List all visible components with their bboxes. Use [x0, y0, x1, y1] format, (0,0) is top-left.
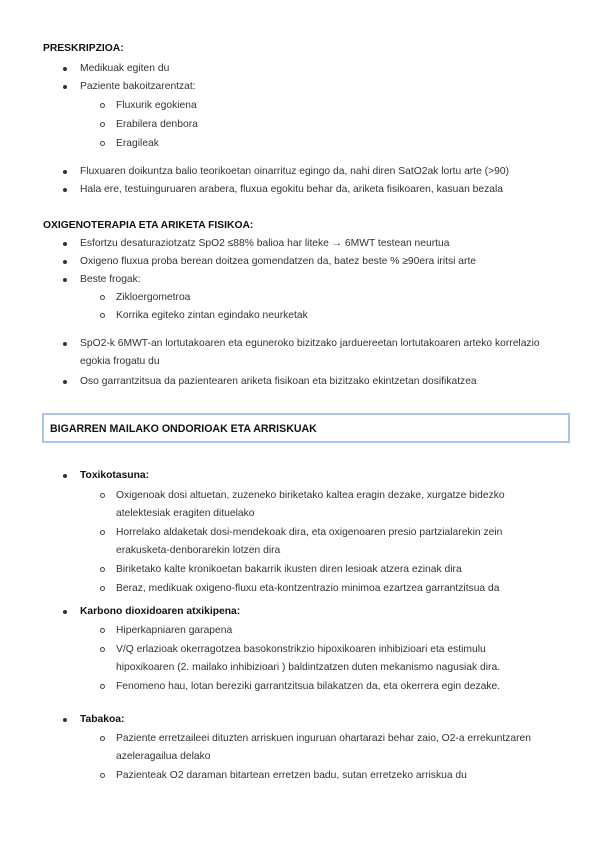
sub-list-item: Fenomeno hau, lotan bereziki garrantzitsua bilakatzen da, eta okerrera egin dezake.	[0, 678, 600, 696]
list-item: Paziente bakoitzarentzat:	[0, 78, 600, 96]
list-item-heading: Tabakoa:	[0, 711, 600, 729]
sub-list-item: V/Q erlazioak okerragotzea basokonstrikzio hipoxikoaren inhibizioari eta estimulu hipoxikoaren (2. mailako inhibizioari ) baldintzatzen duten mekanismo nagusiak dira.	[0, 641, 600, 677]
section-heading: BIGARREN MAILAKO ONDORIOAK ETA ARRISKUAK	[50, 423, 317, 435]
sub-list-item: Hiperkapniaren garapena	[0, 622, 600, 640]
list-item: Hala ere, testuinguruaren arabera, fluxua egokitu behar da, ariketa fisikoaren, kasuan bezala	[0, 181, 600, 199]
list-item-heading: Toxikotasuna:	[0, 467, 600, 485]
sub-list-item: Biriketako kalte kronikoetan bakarrik ikusten diren lesioak atzera ezinak dira	[0, 561, 600, 579]
list-item: Esfortzu desaturaziotzatz SpO2 ≤88% balioa har liteke → 6MWT testean neurtua	[0, 235, 600, 253]
oxigenoterapia-list	[0, 235, 600, 391]
sub-list-item: Pazienteak O2 daraman bitartean erretzen badu, sutan erretzeko arriskua du	[0, 767, 600, 785]
list-item: Medikuak egiten du	[0, 60, 600, 78]
sub-list-item: Korrika egiteko zintan egindako neurketak	[0, 307, 600, 325]
sub-list-item: Fluxurik egokiena	[0, 97, 600, 115]
toxikotasuna-list	[0, 467, 600, 598]
sub-list-item: Erabilera denbora	[0, 116, 600, 134]
tabakoa-list	[0, 711, 600, 785]
preskripzioa-heading: PRESKRIPZIOA:	[43, 43, 124, 54]
list-item: Beste frogak:	[0, 271, 600, 289]
sub-list-item: Paziente erretzaileei dituzten arriskuen inguruan ohartarazi behar zaio, O2-a errekuntzaren azeleragailua delako	[0, 730, 600, 766]
list-item: Fluxuaren doikuntza balio teorikoetan oinarrituz egingo da, nahi diren SatO2ak lortu arte (>90)	[0, 163, 600, 181]
sub-list-item: Zikloergometroa	[0, 289, 600, 307]
sub-list-item: Horrelako aldaketak dosi-mendekoak dira, eta oxigenoaren presio partzialarekin zein erakusketa-denborarekin lotzen dira	[0, 524, 600, 560]
list-item-heading: Karbono dioxidoaren atxikipena:	[0, 603, 600, 621]
preskripzioa-list	[0, 60, 600, 199]
sub-list-item: Oxigenoak dosi altuetan, zuzeneko biriketako kaltea eragin dezake, xurgatze bidezko atelektesiak eragiten dituelako	[0, 487, 600, 523]
list-item: Oso garrantzitsua da pazientearen ariketa fisikoan eta bizitzako ekintzetan dosifikatzea	[0, 373, 600, 391]
sub-list-item: Beraz, medikuak oxigeno-fluxu eta-kontzentrazio minimoa ezartzea garrantzitsua da	[0, 580, 600, 598]
section-heading-box	[42, 413, 570, 443]
oxigenoterapia-heading: OXIGENOTERAPIA ETA ARIKETA FISIKOA:	[43, 220, 254, 231]
list-item: Oxigeno fluxua proba berean doitzea gomendatzen da, batez beste % ≥90era iritsi arte	[0, 253, 600, 271]
sub-list-item: Eragileak	[0, 135, 600, 153]
list-item: SpO2-k 6MWT-an lortutakoaren eta eguneroko bizitzako jarduereetan lortutakoaren arteko korrelazio egokia frogatu du	[0, 335, 600, 371]
karbono-list	[0, 603, 600, 696]
